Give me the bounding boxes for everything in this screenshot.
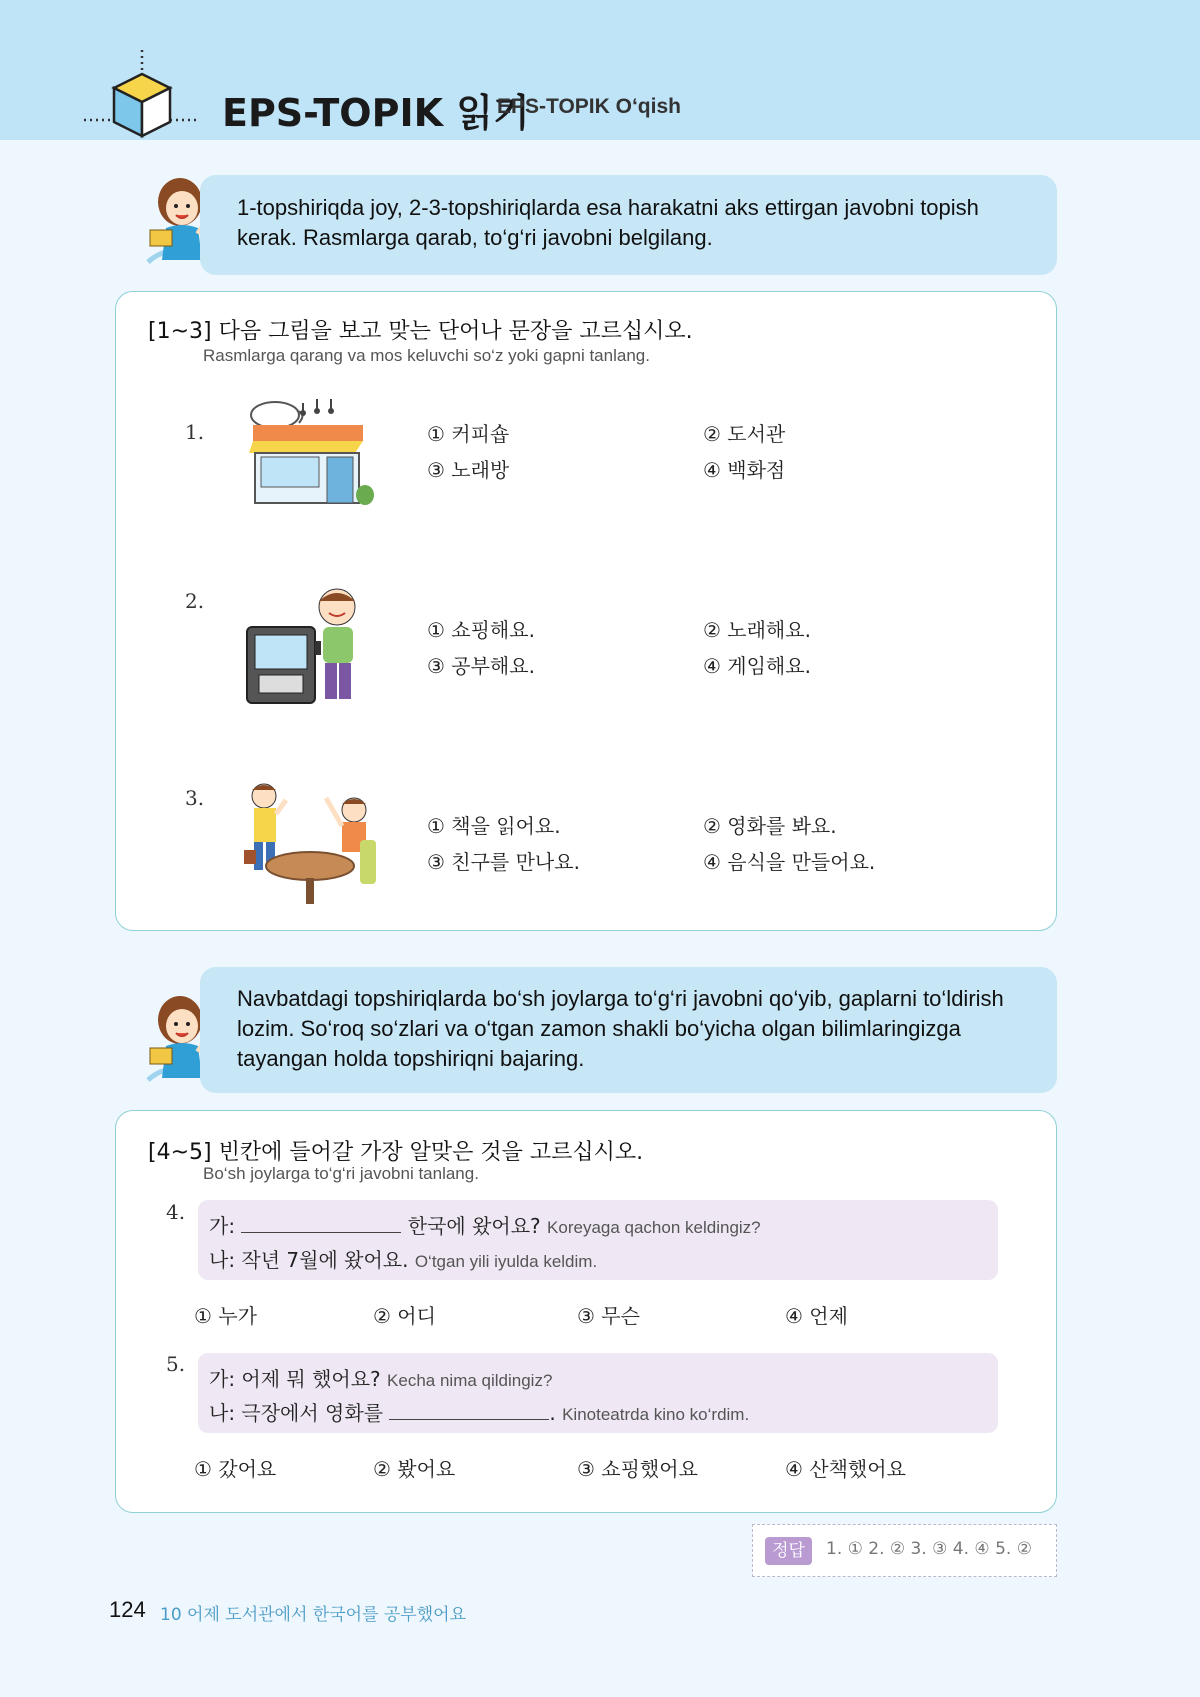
translation-text: O‘tgan yili iyulda keldim. (414, 1252, 598, 1271)
option-4-1[interactable]: ① 누가 (194, 1304, 257, 1328)
option-3-2[interactable]: ② 영화를 봐요. (703, 814, 837, 838)
option-1-3[interactable]: ③ 노래방 (427, 458, 510, 482)
instruction-text-1: 1-topshiriqda joy, 2-3-topshiriqlarda esa harakatni aks ettirgan javobni topish kerak. Rasmlarga qarab, to‘g‘ri javobni belgilang. (237, 195, 979, 250)
dialog-line-2 (209, 1397, 749, 1426)
page-subtitle: EPS-TOPIK O‘qish (497, 95, 681, 118)
question-text: 가: 어제 뭐 했어요? (209, 1367, 381, 1391)
section1-subheading: Rasmlarga qarang va mos keluvchi so‘z yoki gapni tanlang. (203, 346, 650, 365)
option-3-3[interactable]: ③ 친구를 만나요. (427, 850, 580, 874)
translation-text: Koreyaga qachon keldingiz? (547, 1218, 761, 1237)
option-3-4[interactable]: ④ 음식을 만들어요. (703, 850, 876, 874)
section2-subheading: Bo‘sh joylarga to‘g‘ri javobni tanlang. (203, 1164, 479, 1183)
question-number: 3. (185, 786, 205, 810)
answer-text: 나: 극장에서 영화를 (209, 1401, 390, 1425)
dialog-line-1 (209, 1210, 761, 1239)
option-5-2[interactable]: ② 봤어요 (373, 1457, 456, 1481)
cafe-illustration (245, 395, 380, 511)
option-1-1[interactable]: ① 커피숍 (427, 422, 510, 446)
question-number: 1. (185, 420, 205, 444)
dialog-box-4 (198, 1200, 998, 1280)
instruction-callout-2 (200, 967, 1057, 1093)
answer-text: 나: 작년 7월에 왔어요. (209, 1248, 409, 1272)
answer-key-text: 1. ① 2. ② 3. ③ 4. ④ 5. ② (826, 1539, 1032, 1559)
blank-field[interactable] (241, 1215, 401, 1233)
option-4-3[interactable]: ③ 무슨 (577, 1304, 640, 1328)
dialog-line-2 (209, 1244, 597, 1273)
option-3-1[interactable]: ① 책을 읽어요. (427, 814, 561, 838)
dialog-line-1 (209, 1363, 552, 1392)
meeting-friends-illustration (242, 780, 382, 914)
option-2-3[interactable]: ③ 공부해요. (427, 654, 535, 678)
option-5-4[interactable]: ④ 산책했어요 (785, 1457, 906, 1481)
answer-key-label: 정답 (765, 1537, 812, 1565)
speaker-label: 가: (209, 1214, 242, 1238)
blank-field[interactable] (389, 1402, 549, 1420)
option-1-4[interactable]: ④ 백화점 (703, 458, 786, 482)
page-title: EPS-TOPIK 읽기 (222, 91, 530, 135)
translation-text: Kecha nima qildingiz? (387, 1371, 553, 1390)
option-5-1[interactable]: ① 갔어요 (194, 1457, 277, 1481)
cube-logo-icon (84, 50, 204, 140)
option-4-2[interactable]: ② 어디 (373, 1304, 436, 1328)
answer-punct: . (549, 1401, 556, 1425)
question-text: 한국에 왔어요? (401, 1214, 541, 1238)
page-number: 124 (109, 1597, 146, 1622)
translation-text: Kinoteatrda kino ko‘rdim. (562, 1405, 750, 1424)
option-4-4[interactable]: ④ 언제 (785, 1304, 848, 1328)
option-2-1[interactable]: ① 쇼핑해요. (427, 618, 535, 642)
section1-heading: [1~3] 다음 그림을 보고 맞는 단어나 문장을 고르십시오. (148, 319, 693, 344)
option-5-3[interactable]: ③ 쇼핑했어요 (577, 1457, 698, 1481)
option-1-2[interactable]: ② 도서관 (703, 422, 786, 446)
option-2-4[interactable]: ④ 게임해요. (703, 654, 811, 678)
question-number: 2. (185, 589, 205, 613)
chapter-title: 10 어제 도서관에서 한국어를 공부했어요 (160, 1605, 466, 1625)
answer-key (752, 1524, 1057, 1577)
dialog-box-5 (198, 1353, 998, 1433)
karaoke-singer-illustration (245, 585, 375, 714)
instruction-text-2: Navbatdagi topshiriqlarda bo‘sh joylarga to‘g‘ri javobni qo‘yib, gaplarni to‘ldirish lozim. So‘roq so‘zlari va o‘tgan zamon shakli bo‘yicha olgan bilimlaringizga tayangan holda topshiriqni bajaring. (237, 986, 1004, 1071)
instruction-callout-1 (200, 175, 1057, 275)
option-2-2[interactable]: ② 노래해요. (703, 618, 811, 642)
question-number: 5. (166, 1352, 186, 1376)
section2-heading: [4~5] 빈칸에 들어갈 가장 알맞은 것을 고르십시오. (148, 1140, 644, 1165)
question-number: 4. (166, 1200, 186, 1224)
